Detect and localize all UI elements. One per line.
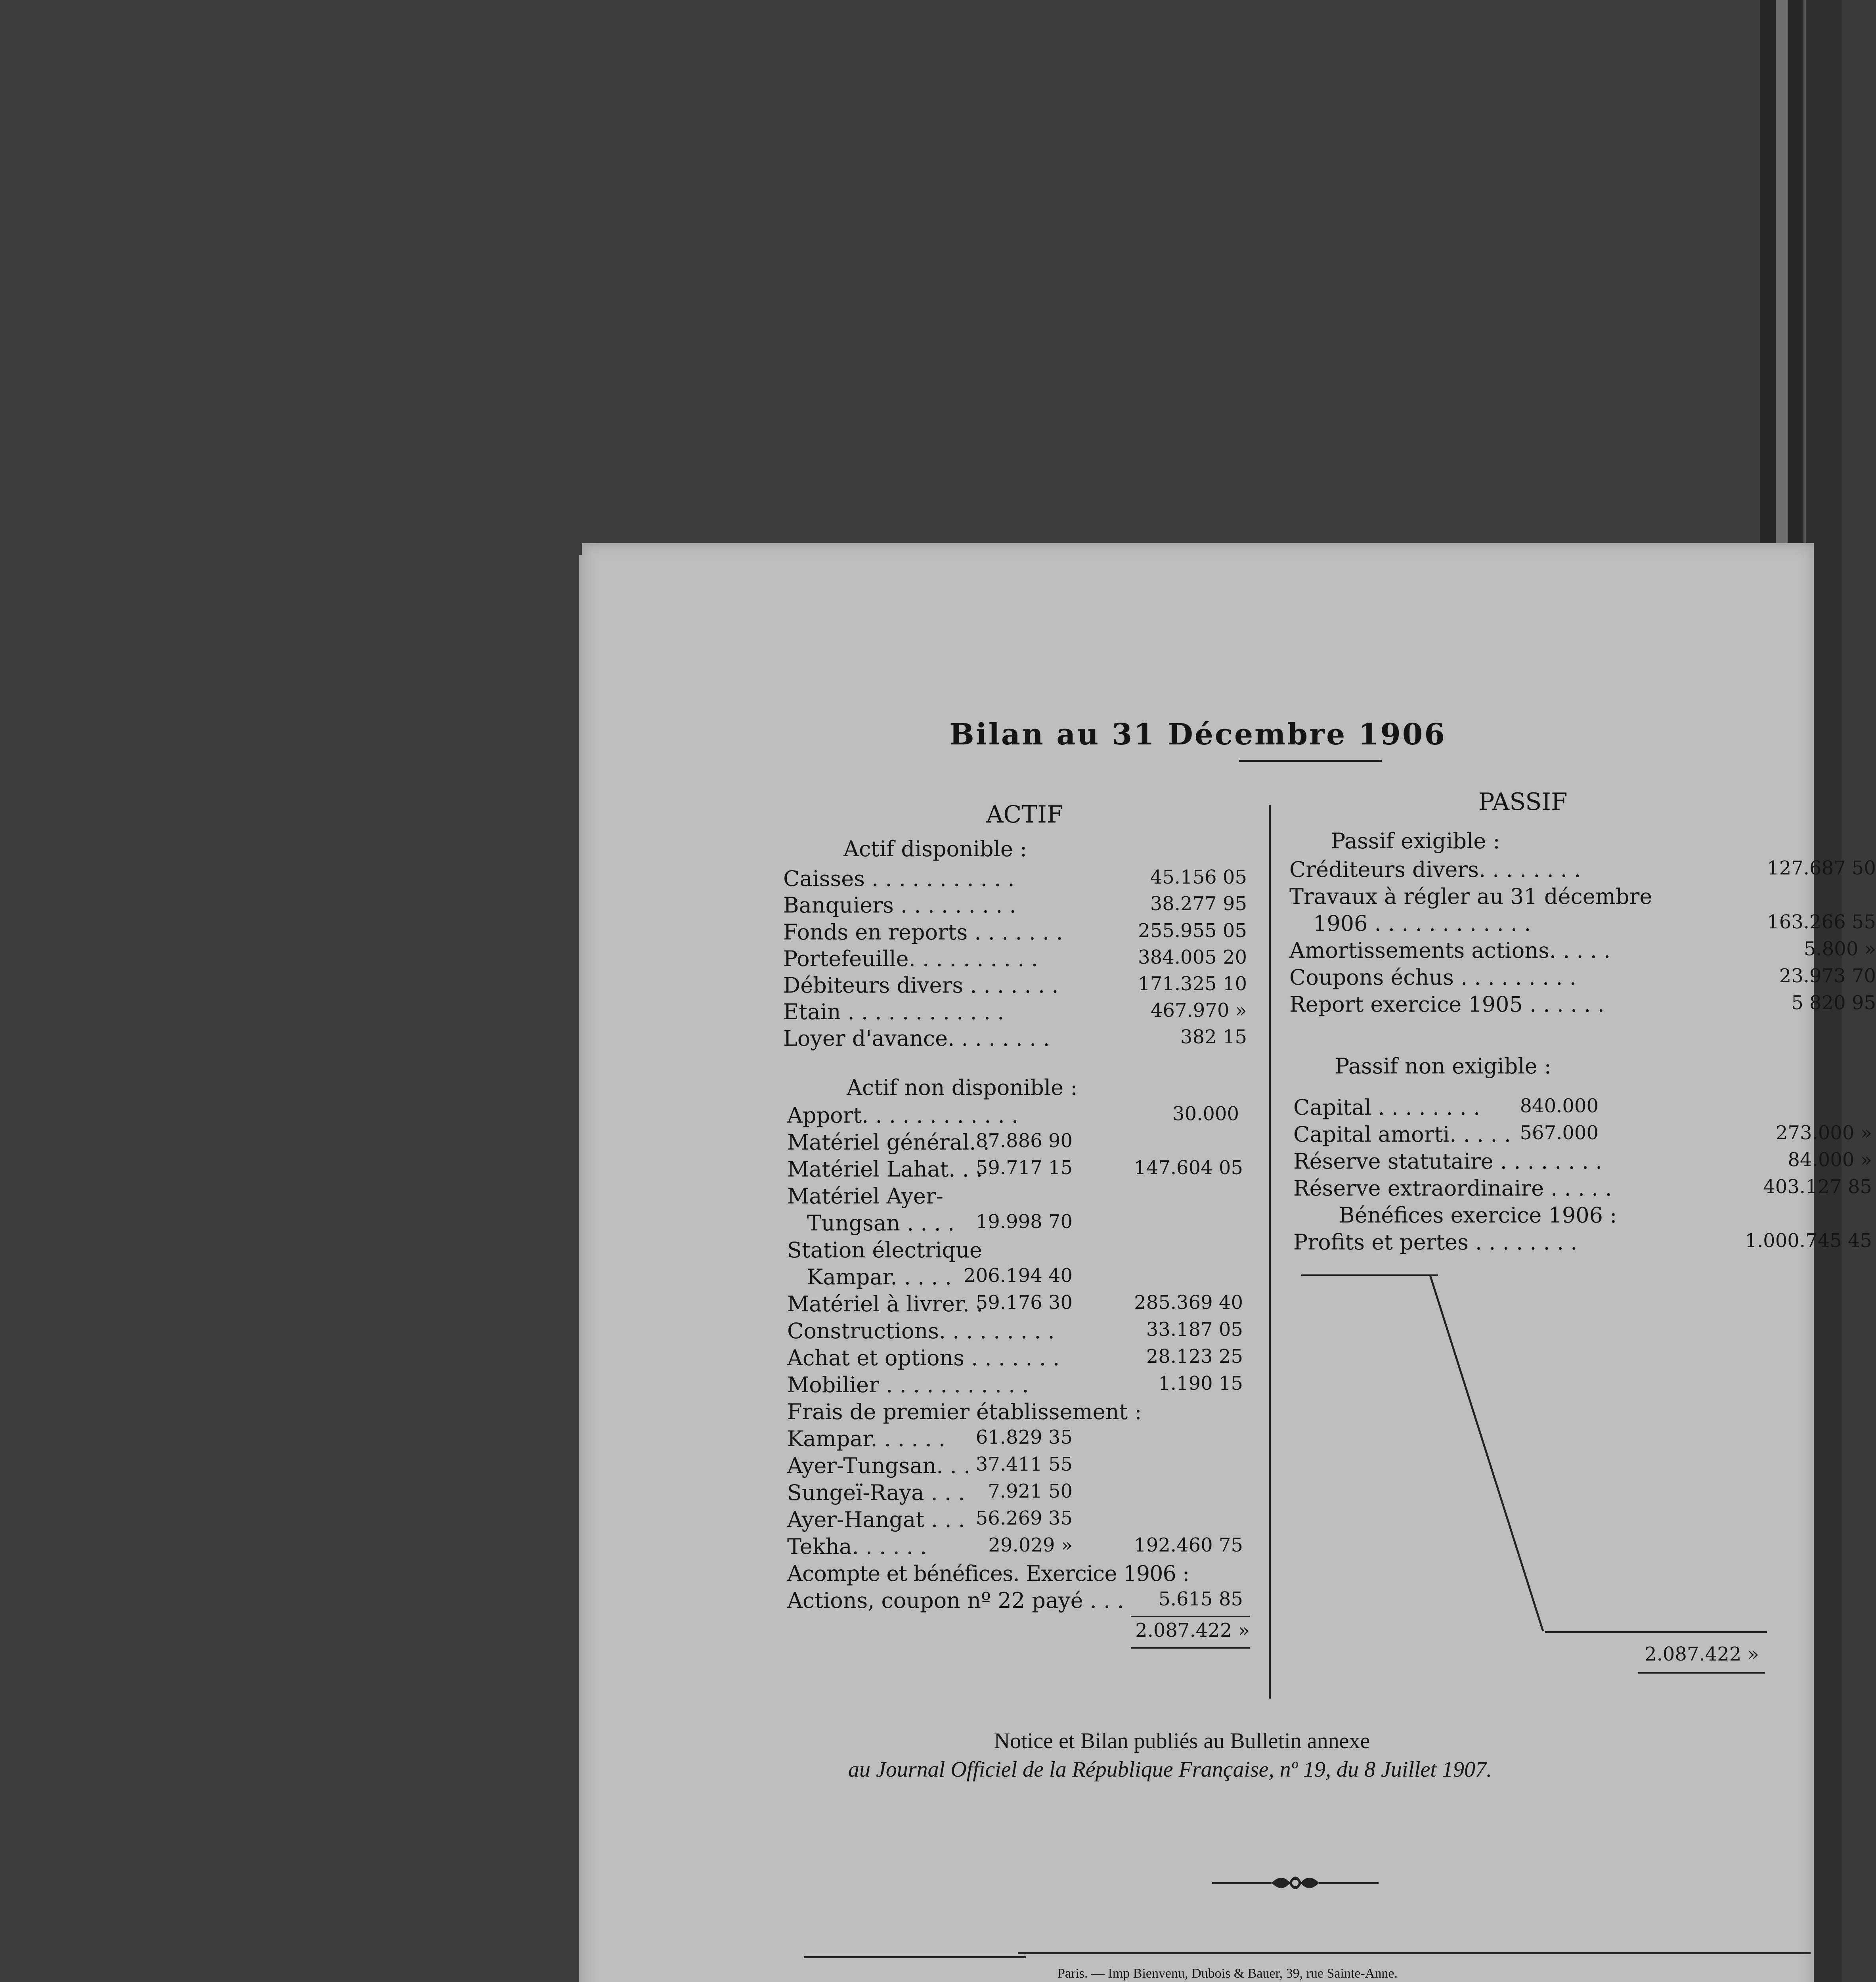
item-amount: 56.269 35: [975, 1507, 1073, 1529]
item-label: Report exercice 1905 . . . . . .: [1289, 992, 1604, 1017]
item-label: Matériel général. .: [787, 1130, 990, 1155]
item-amount: 87.886 90: [975, 1130, 1073, 1152]
item-label: Sungeï-Raya . . .: [787, 1480, 965, 1505]
item-label: Constructions. . . . . . . . .: [787, 1318, 1055, 1343]
item-subtotal: 285.369 40: [1134, 1291, 1243, 1314]
item-amount: 38.277 95: [1150, 893, 1247, 915]
item-label: Capital . . . . . . . .: [1293, 1095, 1480, 1120]
item-amount: 5.615 85: [1158, 1588, 1243, 1610]
document-page: [582, 543, 1876, 1982]
notice-line2: au Journal Officiel de la République Française, nº 19, du 8 Juillet 1907.: [848, 1757, 1492, 1782]
page-title: Bilan au 31 Décembre 1906: [949, 717, 1446, 752]
item-label: Réserve extraordinaire . . . . .: [1293, 1176, 1612, 1201]
item-label: Coupons échus . . . . . . . . .: [1289, 965, 1576, 990]
item-amount: 29.029 »: [988, 1534, 1073, 1556]
item-subtotal: 273.000 »: [1775, 1122, 1872, 1144]
item-label: Matériel Lahat. . .: [787, 1157, 983, 1182]
item-amount: 7.921 50: [988, 1480, 1073, 1502]
item-label: Tungsan . . . .: [807, 1211, 955, 1236]
item-label: Caisses . . . . . . . . . . .: [783, 866, 1015, 891]
item-amount: 59.176 30: [975, 1291, 1073, 1314]
item-amount: 384.005 20: [1138, 946, 1247, 968]
item-label: Fonds en reports . . . . . . .: [783, 920, 1063, 945]
item-amount: 37.411 55: [975, 1453, 1073, 1475]
footer-rule-left: [804, 1956, 1026, 1958]
item-label: Profits et pertes . . . . . . . .: [1293, 1230, 1578, 1255]
item-amount: 61.829 35: [975, 1426, 1073, 1448]
fleuron-ornament: [1212, 1867, 1379, 1899]
item-amount: 23.973 70: [1779, 965, 1876, 987]
item-amount: 28.123 25: [1146, 1345, 1243, 1368]
actif-disponible-heading: Actif disponible :: [843, 836, 1027, 861]
item-label: Loyer d'avance. . . . . . . .: [783, 1026, 1050, 1051]
item-label: Ayer-Tungsan. . .: [787, 1453, 971, 1478]
item-amount: 467.970 »: [1150, 999, 1247, 1022]
item-label: Apport. . . . . . . . . . . .: [787, 1103, 1018, 1128]
item-amount: 567.000: [1520, 1122, 1599, 1144]
footer-rule-right: [1018, 1952, 1811, 1954]
notice-line1: Notice et Bilan publiés au Bulletin annexe: [994, 1729, 1370, 1753]
item-amount: 19.998 70: [975, 1211, 1073, 1233]
materiel-ayer-line1: Matériel Ayer-: [787, 1184, 943, 1209]
item-label: Kampar. . . . .: [807, 1265, 952, 1289]
travaux-line1: Travaux à régler au 31 décembre: [1289, 884, 1652, 909]
passif-heading: PASSIF: [1478, 788, 1568, 816]
item-amount: 127.687 50: [1767, 857, 1876, 879]
item-label: Achat et options . . . . . . .: [787, 1345, 1060, 1370]
item-amount: 255.955 05: [1138, 920, 1247, 942]
total-amount: 2.087.422 »: [1135, 1619, 1250, 1641]
item-label: Kampar. . . . . .: [787, 1426, 946, 1451]
item-amount: 382 15: [1180, 1026, 1247, 1048]
item-label: Ayer-Hangat . . .: [787, 1507, 965, 1532]
item-label: Amortissements actions. . . . .: [1289, 938, 1611, 963]
passif-exigible-heading: Passif exigible :: [1331, 828, 1500, 853]
item-amount: 840.000: [1520, 1095, 1599, 1117]
item-amount: 1.190 15: [1158, 1372, 1243, 1395]
item-amount: 30.000: [1172, 1103, 1239, 1125]
printer-imprint: Paris. — Imp Bienvenu, Dubois & Bauer, 39, rue Sainte-Anne.: [1058, 1966, 1398, 1981]
item-label: Mobilier . . . . . . . . . . .: [787, 1372, 1029, 1397]
acompte-line1: Acompte et bénéfices. Exercice 1906 :: [787, 1561, 1189, 1586]
item-amount: 163.266 55: [1767, 911, 1876, 933]
item-amount: 206.194 40: [964, 1265, 1073, 1287]
title-underline: [1239, 760, 1382, 762]
item-amount: 403.127 85: [1763, 1176, 1872, 1198]
item-amount: 1.000.745 45: [1745, 1230, 1872, 1252]
item-label: Etain . . . . . . . . . . . .: [783, 999, 1004, 1024]
item-subtotal: 147.604 05: [1134, 1157, 1243, 1179]
item-amount: 171.325 10: [1138, 973, 1247, 995]
frais-heading: Frais de premier établissement :: [787, 1399, 1142, 1424]
actif-total-rule: [1131, 1616, 1250, 1617]
total-amount: 2.087.422 »: [1645, 1643, 1759, 1665]
item-amount: 5 820 95: [1791, 992, 1876, 1014]
item-subtotal: 192.460 75: [1134, 1534, 1243, 1556]
item-amount: 59.717 15: [975, 1157, 1073, 1179]
passif-non-exigible-heading: Passif non exigible :: [1335, 1054, 1551, 1079]
actif-non-disponible-heading: Actif non disponible :: [847, 1075, 1078, 1100]
diagonal-rule: [1430, 1274, 1826, 1679]
item-label: Banquiers . . . . . . . . .: [783, 893, 1016, 918]
item-label: Créditeurs divers. . . . . . . .: [1289, 857, 1581, 882]
column-divider: [1269, 805, 1271, 1699]
item-amount: 33.187 05: [1146, 1318, 1243, 1341]
item-amount: 84.000 »: [1788, 1149, 1872, 1171]
item-label: Matériel à livrer. .: [787, 1291, 983, 1316]
item-amount: 5.800 »: [1803, 938, 1876, 960]
station-line1: Station électrique: [787, 1238, 982, 1263]
item-label: Portefeuille. . . . . . . . . .: [783, 946, 1038, 971]
item-label: Actions, coupon nº 22 payé . . .: [787, 1588, 1124, 1613]
actif-heading: ACTIF: [986, 801, 1063, 828]
benefices-heading: Bénéfices exercice 1906 :: [1339, 1203, 1617, 1228]
item-label: Débiteurs divers . . . . . . .: [783, 973, 1059, 998]
actif-total-double-rule: [1131, 1647, 1250, 1649]
passif-total-double-rule: [1638, 1672, 1765, 1674]
item-label: Réserve statutaire . . . . . . . .: [1293, 1149, 1603, 1174]
passif-rule: [1301, 1274, 1438, 1276]
item-label: Tekha. . . . . .: [787, 1534, 927, 1559]
passif-total-rule: [1545, 1631, 1767, 1633]
item-amount: 45.156 05: [1150, 866, 1247, 888]
item-label: Capital amorti. . . . .: [1293, 1122, 1511, 1147]
item-label: 1906 . . . . . . . . . . . .: [1313, 911, 1531, 936]
